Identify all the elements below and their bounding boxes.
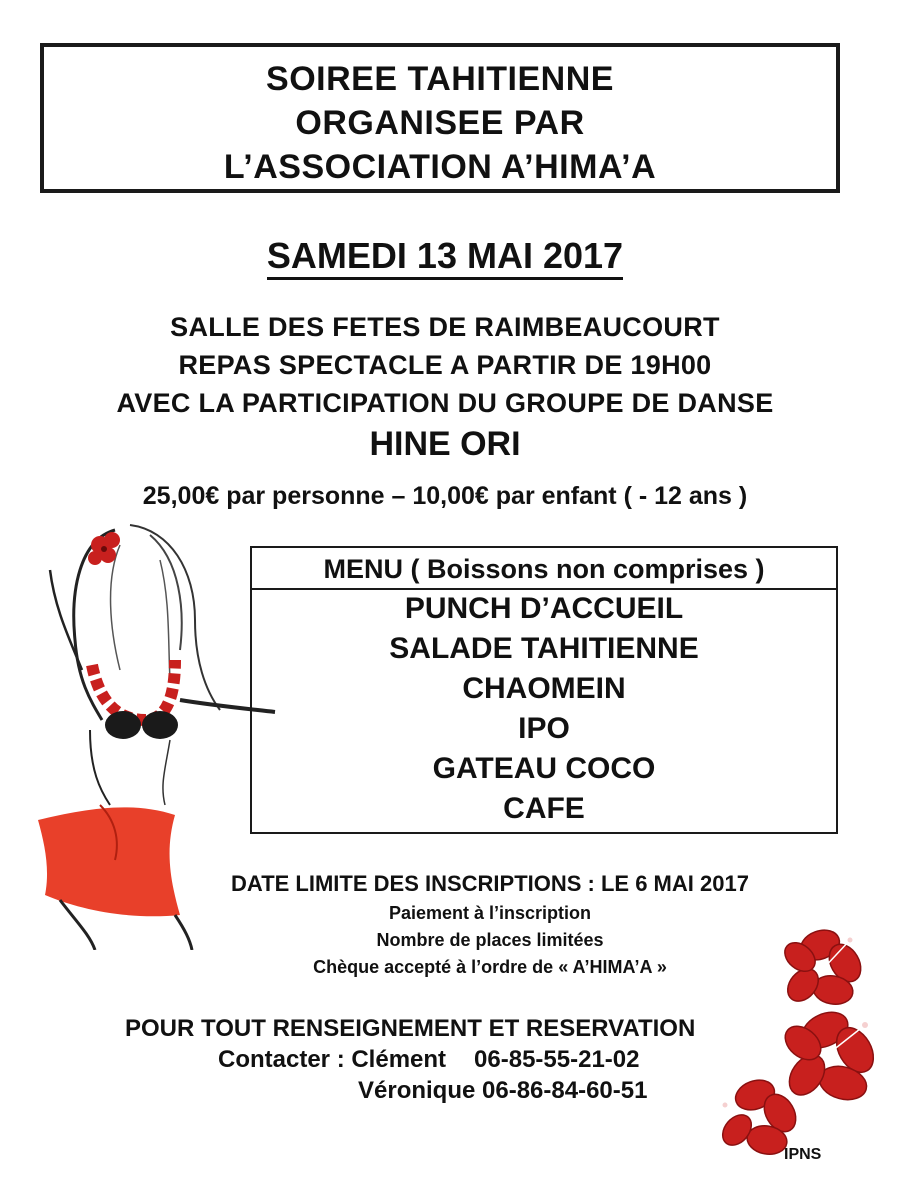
contact-phone-1: 06-85-55-21-02 <box>474 1046 640 1073</box>
contact-line-1 <box>218 1046 640 1074</box>
title-line-3: L’ASSOCIATION A’HIMA’A <box>223 148 657 186</box>
places-line: Nombre de places limitées <box>376 930 604 950</box>
ipns-mark: IPNS <box>784 1146 822 1163</box>
contact-label: Contacter : Clément <box>218 1046 447 1073</box>
time-line: REPAS SPECTACLE A PARTIR DE 19H00 <box>178 350 712 380</box>
title-box <box>40 43 840 193</box>
participation-line: AVEC LA PARTICIPATION DU GROUPE DE DANSE <box>116 388 774 418</box>
menu-item: SALADE TAHITIENNE <box>389 632 699 665</box>
contact-title: POUR TOUT RENSEIGNEMENT ET RESERVATION <box>125 1015 696 1042</box>
hibiscus-icon <box>779 1005 881 1104</box>
event-date-text: SAMEDI 13 MAI 2017 <box>267 235 623 280</box>
payment-line: Paiement à l’inscription <box>388 903 592 923</box>
title-line-1: SOIREE TAHITIENNE <box>266 60 614 98</box>
event-date <box>0 235 890 277</box>
group-name: HINE ORI <box>369 425 521 463</box>
venue-line: SALLE DES FETES DE RAIMBEAUCOURT <box>170 312 720 342</box>
hibiscus-flowers-decoration <box>715 915 885 1160</box>
price-line: 25,00€ par personne – 10,00€ par enfant ( - 12 ans ) <box>142 482 748 510</box>
menu-item: IPO <box>518 712 570 745</box>
deadline-line: DATE LIMITE DES INSCRIPTIONS : LE 6 MAI 2017 <box>231 871 749 896</box>
menu-item: CHAOMEIN <box>462 672 626 705</box>
contact-line-2: Véronique 06-86-84-60-51 <box>358 1077 648 1104</box>
menu-title: MENU ( Boissons non comprises ) <box>252 548 836 590</box>
cheque-line: Chèque accepté à l’ordre de « A’HIMA’A » <box>313 957 667 977</box>
menu-item: GATEAU COCO <box>432 752 656 785</box>
hibiscus-icon <box>779 925 867 1007</box>
menu-item: PUNCH D’ACCUEIL <box>404 592 684 625</box>
menu-item: CAFE <box>503 792 585 825</box>
menu-box <box>250 546 838 834</box>
title-line-2: ORGANISEE PAR <box>295 104 585 142</box>
hibiscus-icon <box>717 1075 802 1157</box>
